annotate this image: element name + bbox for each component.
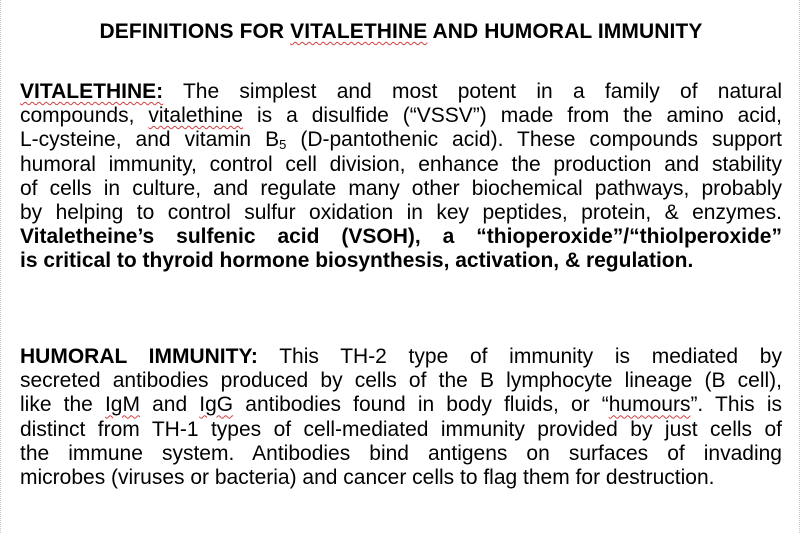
humoral-line-5: the immune system. Antibodies bind antigens on surfaces of invading bbox=[20, 441, 782, 465]
humoral-line-3: like the IgM and IgG antibodies found in body fluids, or “humours”. This is bbox=[20, 393, 782, 417]
vitalethine-line-4: humoral immunity, control cell division, enhance the production and stability bbox=[20, 152, 782, 176]
igg-term: IgG bbox=[199, 393, 234, 417]
vitalethine-line-2: compounds, vitalethine is a disulfide (“VSSV”) made from the amino acid, bbox=[20, 104, 782, 128]
humoral-line-6: microbes (viruses or bacteria) and cancer cells to flag them for destruction. bbox=[20, 465, 715, 489]
vitalethine-line-3: L-cysteine, and vitamin $B_5$ (D-pantothenic acid). These compounds support bbox=[20, 128, 782, 153]
title-term: VITALETHINE bbox=[290, 20, 428, 43]
vitalethine-line-5: of cells in culture, and regulate many other biochemical pathways, probably bbox=[20, 176, 782, 200]
humoral-immunity-definition bbox=[20, 345, 782, 490]
vitamin-subscript: 5 bbox=[279, 137, 287, 153]
humoral-line-1: HUMORAL IMMUNITY: This TH-2 type of immunity is mediated by bbox=[20, 345, 782, 368]
vitalethine-line-6: by helping to control sulfur oxidation in key peptides, protein, & enzymes. bbox=[20, 200, 782, 224]
vitalethine-definition bbox=[20, 80, 782, 274]
igm-term: IgM bbox=[104, 393, 140, 417]
title-prefix: DEFINITIONS FOR bbox=[99, 20, 291, 43]
vitalethine-heading: VITALETHINE: bbox=[20, 80, 164, 103]
vitalethine-line-7: Vitaletheine’s sulfenic acid (VSOH), a “thioperoxide”/“thiolperoxide” bbox=[20, 225, 782, 249]
vitalethine-line-1: VITALETHINE: The simplest and most potent in a family of natural bbox=[20, 80, 782, 103]
vitalethine-line-8: is critical to thyroid hormone biosynthesis, activation, & regulation. bbox=[20, 249, 694, 273]
document-title bbox=[1, 18, 800, 46]
humours-term: humours bbox=[608, 393, 691, 417]
humoral-line-2: secreted antibodies produced by cells of the B lymphocyte lineage (B cell), bbox=[20, 369, 782, 393]
humoral-line-4: distinct from TH-1 types of cell-mediated immunity provided by just cells of bbox=[20, 417, 782, 441]
humoral-heading: HUMORAL IMMUNITY: bbox=[20, 345, 258, 368]
vitalethine-term: vitalethine bbox=[148, 104, 243, 128]
title-suffix: AND HUMORAL IMMUNITY bbox=[427, 20, 703, 43]
